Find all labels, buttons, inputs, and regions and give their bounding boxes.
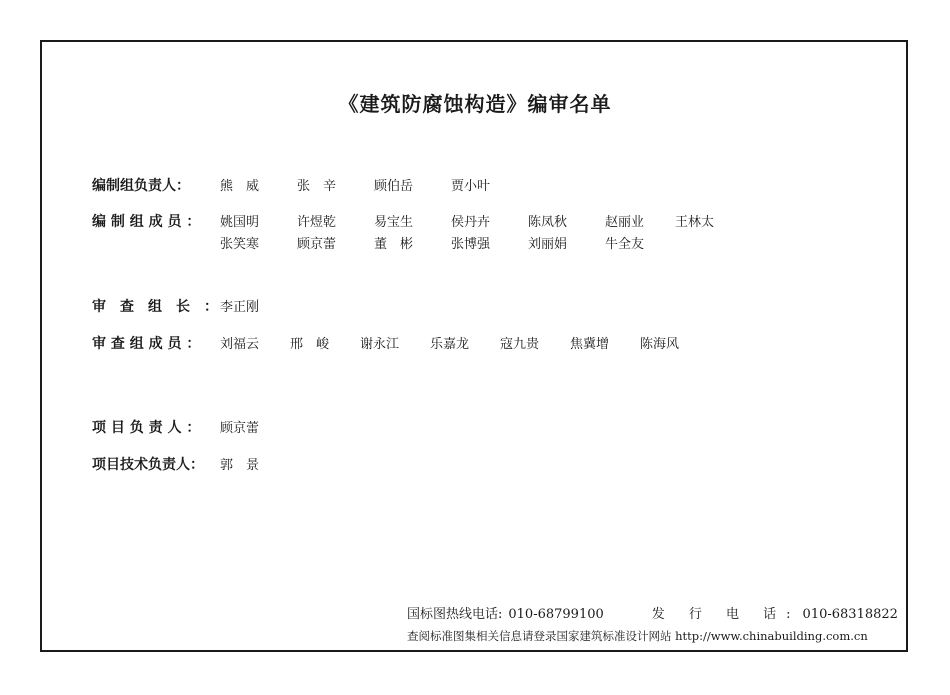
section-review-leader	[92, 297, 259, 319]
person-name: 牛全友	[605, 237, 645, 252]
person-name: 贾小叶	[451, 179, 491, 194]
person-name: 焦冀增	[570, 337, 610, 352]
person-name: 侯丹卉	[451, 215, 491, 230]
person-name: 郭 景	[220, 458, 260, 473]
section-label: 编 制 组 成 员 ：	[92, 214, 201, 230]
person-name: 刘福云	[220, 337, 260, 352]
person-name: 许煜乾	[297, 215, 337, 230]
name-line	[220, 212, 714, 234]
section-label: 审 查 组 成 员 ：	[92, 336, 201, 352]
section-label: 编制组负责人：	[92, 178, 190, 194]
person-name: 邢 峻	[290, 337, 330, 352]
name-line	[220, 418, 259, 440]
footer-website-line: 查阅标准图集相关信息请登录国家建筑标准设计网站 http://www.chinabuilding.com.cn	[407, 629, 868, 643]
person-name: 刘丽娟	[528, 237, 568, 252]
document-title: 《建筑防腐蚀构造》编审名单	[338, 92, 612, 116]
section-label: 审 查 组 长 ：	[92, 299, 218, 315]
person-name: 张博强	[451, 237, 491, 252]
person-name: 李正刚	[220, 300, 260, 315]
name-list	[220, 212, 714, 256]
person-name: 谢永江	[360, 337, 400, 352]
section-label: 项目技术负责人：	[92, 457, 204, 473]
person-name: 董 彬	[374, 237, 414, 252]
name-list	[220, 334, 679, 356]
name-line	[220, 334, 679, 356]
hotline-number: 010-68799100	[508, 607, 604, 622]
name-line	[220, 455, 259, 477]
name-list	[220, 297, 259, 319]
name-list	[220, 418, 259, 440]
section-project-tech-leader	[92, 455, 259, 477]
name-line	[220, 297, 259, 319]
person-name: 顾伯岳	[374, 179, 414, 194]
person-name: 赵丽业	[605, 215, 645, 230]
name-list	[220, 176, 490, 198]
person-name: 陈海风	[640, 337, 680, 352]
footer-phone-line	[407, 603, 898, 622]
issue-phone-number: 010-68318822	[802, 607, 898, 622]
person-name: 顾京蕾	[220, 421, 260, 436]
section-review-members	[92, 334, 679, 356]
section-compile-leaders	[92, 176, 490, 198]
section-label: 项 目 负 责 人 ：	[92, 420, 201, 436]
hotline-label: 国标图热线电话:	[407, 607, 503, 622]
person-name: 张笑寒	[220, 237, 260, 252]
person-name: 王林太	[675, 215, 715, 230]
section-project-leader	[92, 418, 259, 440]
section-compile-members	[92, 212, 714, 256]
person-name: 熊 威	[220, 179, 260, 194]
person-name: 易宝生	[374, 215, 414, 230]
person-name: 寇九贵	[500, 337, 540, 352]
person-name: 姚国明	[220, 215, 260, 230]
person-name: 陈凤秋	[528, 215, 568, 230]
person-name: 张 辛	[297, 179, 337, 194]
name-list	[220, 455, 259, 477]
name-line	[220, 234, 714, 256]
person-name: 乐嘉龙	[430, 337, 470, 352]
issue-phone-label: 发 行 电 话:	[651, 607, 801, 622]
person-name: 顾京蕾	[297, 237, 337, 252]
name-line	[220, 176, 490, 198]
